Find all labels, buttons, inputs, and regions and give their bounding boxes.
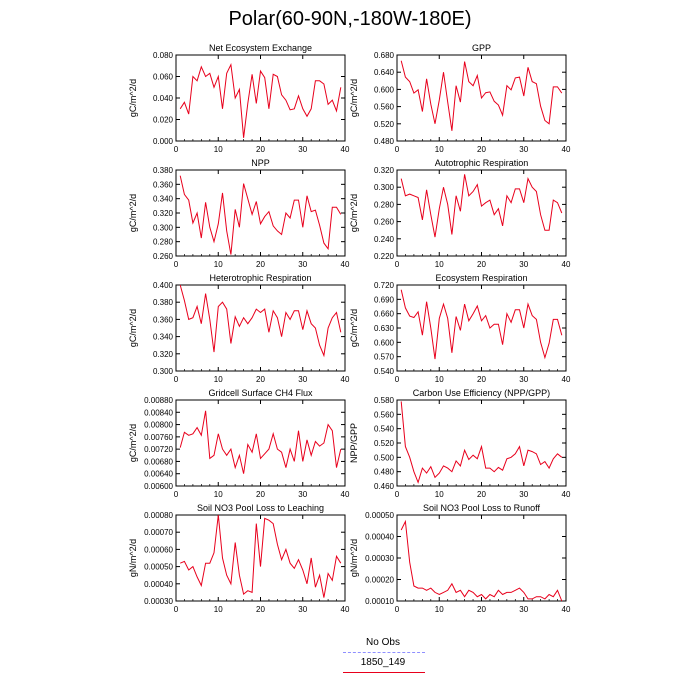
- panel-5-x-tick-label: 20: [477, 375, 486, 384]
- panel-8-y-tick-label: 0.00030: [144, 597, 173, 606]
- panel-0-y-tick-label: 0.000: [152, 137, 173, 146]
- panel-4-y-axis-label: gC/m^2/d: [128, 308, 138, 348]
- panel-3-x-tick-label: 0: [394, 260, 400, 269]
- panel-1-x-tick-label: 0: [394, 145, 400, 154]
- panel-9-x-tick-label: 40: [561, 605, 571, 614]
- panel-0-x-tick-label: 10: [213, 145, 223, 154]
- panel-1-y-tick-label: 0.560: [373, 102, 394, 112]
- panel-3-y-tick-label: 0.300: [373, 183, 394, 193]
- panel-3-y-axis-label: gC/m^2/d: [349, 193, 359, 233]
- panel-2-series-line-1850-149: [180, 176, 341, 255]
- panel-7-x-tick-label: 40: [561, 490, 571, 499]
- panel-3-y-tick-label: 0.320: [373, 166, 394, 175]
- panel-3-title: Autotrophic Respiration: [434, 158, 529, 168]
- panel-4-plot-frame: [176, 285, 345, 371]
- panel-1-y-tick-label: 0.640: [373, 68, 394, 78]
- panel-7-plot-frame: [397, 400, 566, 486]
- panel-7-x-tick-label: 20: [477, 490, 486, 499]
- panel-0-x-tick-label: 40: [340, 145, 350, 154]
- panel-0-x-tick-label: 30: [298, 145, 308, 154]
- panel-9-x-tick-label: 0: [394, 605, 400, 614]
- panel-4-y-tick-label: 0.300: [152, 367, 173, 376]
- panel-9-y-tick-label: 0.00020: [365, 575, 394, 585]
- panel-1-series-line-1850-149: [401, 61, 562, 131]
- panel-8-y-axis-label: gN/m^2/d: [128, 538, 138, 578]
- panel-4-x-tick-label: 30: [298, 375, 308, 384]
- panel-2-title: NPP: [251, 158, 270, 168]
- panel-8-y-tick-label: 0.00080: [144, 511, 173, 520]
- panel-7-y-tick-label: 0.480: [373, 467, 394, 477]
- panel-6-y-tick-label: 0.00680: [144, 457, 173, 467]
- panel-0-x-tick-label: 0: [173, 145, 179, 154]
- panel-6-y-tick-label: 0.00840: [144, 408, 173, 418]
- panel-3-y-tick-label: 0.260: [373, 217, 394, 227]
- panel-2-y-tick-label: 0.380: [152, 166, 173, 175]
- panel-2-y-tick-label: 0.340: [152, 194, 173, 204]
- legend-label-no-obs: No Obs: [366, 637, 400, 648]
- panel-9-y-tick-label: 0.00050: [365, 511, 394, 520]
- panel-1-x-tick-label: 40: [561, 145, 571, 154]
- panel-6-y-tick-label: 0.00760: [144, 432, 173, 442]
- panel-7-y-tick-label: 0.460: [373, 482, 394, 491]
- panel-8-y-tick-label: 0.00060: [144, 545, 173, 555]
- panel-3-y-tick-label: 0.240: [373, 234, 394, 244]
- panel-1-y-tick-label: 0.680: [373, 51, 394, 60]
- panel-2-y-tick-label: 0.320: [152, 209, 173, 218]
- panel-4-y-tick-label: 0.320: [152, 349, 173, 359]
- panel-5-x-tick-label: 30: [519, 375, 529, 384]
- panel-0-y-tick-label: 0.040: [152, 94, 173, 103]
- panel-6-y-tick-label: 0.00720: [144, 445, 173, 455]
- panel-5-y-tick-label: 0.570: [373, 352, 394, 362]
- panel-9-series-line-1850-149: [401, 522, 562, 602]
- figure-title: Polar(60-90N,-180W-180E): [228, 8, 472, 30]
- panel-2-y-tick-label: 0.260: [152, 252, 173, 261]
- panel-7-y-tick-label: 0.560: [373, 410, 394, 420]
- panel-8-x-tick-label: 30: [298, 605, 308, 614]
- panel-5-y-tick-label: 0.690: [373, 295, 394, 305]
- panel-3-y-tick-label: 0.220: [373, 252, 394, 261]
- panel-0-series-line-1850-149: [180, 65, 341, 138]
- panel-8-x-tick-label: 0: [173, 605, 179, 614]
- panel-5-y-tick-label: 0.630: [373, 324, 394, 333]
- panel-8-y-tick-label: 0.00040: [144, 579, 173, 589]
- panel-0-y-tick-label: 0.060: [152, 72, 173, 82]
- panel-4-x-tick-label: 40: [340, 375, 350, 384]
- panel-5-x-tick-label: 40: [561, 375, 571, 384]
- panel-5-y-tick-label: 0.720: [373, 281, 394, 290]
- panel-9-y-axis-label: gN/m^2/d: [349, 538, 359, 578]
- panel-2-x-tick-label: 20: [256, 260, 265, 269]
- panel-7-y-tick-label: 0.500: [373, 453, 394, 463]
- panel-2-y-tick-label: 0.280: [152, 237, 173, 247]
- panel-5-plot-frame: [397, 285, 566, 371]
- panel-5-y-tick-label: 0.600: [373, 338, 394, 348]
- panel-6-y-axis-label: gC/m^2/d: [128, 423, 138, 463]
- panel-6-plot-frame: [176, 400, 345, 486]
- panel-3-x-tick-label: 10: [434, 260, 444, 269]
- panel-2-y-axis-label: gC/m^2/d: [128, 193, 138, 233]
- panel-2-y-tick-label: 0.300: [152, 223, 173, 233]
- panel-8-y-tick-label: 0.00070: [144, 528, 173, 538]
- panel-2-x-tick-label: 30: [298, 260, 308, 269]
- panel-4-y-tick-label: 0.380: [152, 298, 173, 308]
- panel-5-x-tick-label: 10: [434, 375, 444, 384]
- panel-3-x-tick-label: 20: [477, 260, 486, 269]
- panel-7-y-axis-label: NPP/GPP: [349, 422, 359, 464]
- panel-8-y-tick-label: 0.00050: [144, 562, 173, 572]
- panel-2-x-tick-label: 0: [173, 260, 179, 269]
- panel-7-title: Carbon Use Efficiency (NPP/GPP): [412, 388, 551, 398]
- panel-7-y-tick-label: 0.540: [373, 424, 394, 434]
- panel-1-y-axis-label: gC/m^2/d: [349, 78, 359, 118]
- panel-6-y-tick-label: 0.00880: [144, 396, 173, 405]
- panel-6-series-line-1850-149: [180, 411, 341, 474]
- panel-9-y-tick-label: 0.00030: [365, 554, 394, 563]
- panel-6-y-tick-label: 0.00800: [144, 420, 173, 430]
- panel-6-x-tick-label: 0: [173, 490, 179, 499]
- panel-4-title: Heterotrophic Respiration: [209, 273, 312, 283]
- panel-6-y-tick-label: 0.00640: [144, 469, 173, 479]
- panel-3-y-tick-label: 0.280: [373, 200, 394, 210]
- panel-0-x-tick-label: 20: [256, 145, 265, 154]
- panel-0-y-tick-label: 0.020: [152, 115, 173, 125]
- panel-1-x-tick-label: 20: [477, 145, 486, 154]
- panel-1-y-tick-label: 0.520: [373, 119, 394, 129]
- panel-9-x-tick-label: 10: [434, 605, 444, 614]
- panel-1-x-tick-label: 10: [434, 145, 444, 154]
- panel-5-y-tick-label: 0.660: [373, 309, 394, 319]
- panel-4-y-tick-label: 0.340: [152, 332, 173, 342]
- panel-0-title: Net Ecosystem Exchange: [208, 43, 313, 53]
- panel-5-x-tick-label: 0: [394, 375, 400, 384]
- panel-8-x-tick-label: 40: [340, 605, 350, 614]
- panel-2-y-tick-label: 0.360: [152, 180, 173, 190]
- panel-6-x-tick-label: 30: [298, 490, 308, 499]
- panel-5-title: Ecosystem Respiration: [435, 273, 528, 283]
- panel-8-plot-frame: [176, 515, 345, 601]
- panel-9-y-tick-label: 0.00010: [365, 597, 394, 606]
- panel-8-title: Soil NO3 Pool Loss to Leaching: [196, 503, 325, 513]
- panel-7-x-tick-label: 30: [519, 490, 529, 499]
- panel-5-y-axis-label: gC/m^2/d: [349, 308, 359, 348]
- panel-6-x-tick-label: 10: [213, 490, 223, 499]
- panel-4-y-tick-label: 0.400: [152, 281, 173, 290]
- panel-0-y-tick-label: 0.080: [152, 51, 173, 60]
- panel-7-y-tick-label: 0.520: [373, 439, 394, 448]
- panel-4-series-line-1850-149: [180, 285, 341, 356]
- panel-2-x-tick-label: 10: [213, 260, 223, 269]
- panel-4-x-tick-label: 10: [213, 375, 223, 384]
- panel-7-series-line-1850-149: [401, 401, 562, 482]
- panel-6-title: Gridcell Surface CH4 Flux: [208, 388, 313, 398]
- legend-label-1850-149: 1850_149: [360, 657, 406, 668]
- panel-9-title: Soil NO3 Pool Loss to Runoff: [423, 503, 540, 513]
- panel-1-x-tick-label: 30: [519, 145, 529, 154]
- panel-9-x-tick-label: 30: [519, 605, 529, 614]
- panel-0-y-axis-label: gC/m^2/d: [128, 78, 138, 118]
- legend-line-1850-149: [343, 672, 425, 673]
- panel-2-x-tick-label: 40: [340, 260, 350, 269]
- panel-9-x-tick-label: 20: [477, 605, 486, 614]
- panel-1-y-tick-label: 0.480: [373, 137, 394, 146]
- panel-6-x-tick-label: 20: [256, 490, 265, 499]
- panel-8-x-tick-label: 10: [213, 605, 223, 614]
- panel-7-y-tick-label: 0.580: [373, 396, 394, 405]
- panel-1-title: GPP: [471, 43, 492, 53]
- panel-4-y-tick-label: 0.360: [152, 315, 173, 325]
- panel-6-x-tick-label: 40: [340, 490, 350, 499]
- panel-4-x-tick-label: 0: [173, 375, 179, 384]
- panel-7-x-tick-label: 0: [394, 490, 400, 499]
- panel-3-series-line-1850-149: [401, 174, 562, 237]
- panel-3-x-tick-label: 30: [519, 260, 529, 269]
- legend-line-no-obs: [343, 652, 425, 653]
- panel-5-series-line-1850-149: [401, 290, 562, 359]
- panel-1-y-tick-label: 0.600: [373, 85, 394, 95]
- panel-3-x-tick-label: 40: [561, 260, 571, 269]
- panel-2-plot-frame: [176, 170, 345, 256]
- panel-8-x-tick-label: 20: [256, 605, 265, 614]
- panel-4-x-tick-label: 20: [256, 375, 265, 384]
- panel-9-y-tick-label: 0.00040: [365, 532, 394, 542]
- panel-8-series-line-1850-149: [180, 515, 341, 598]
- panel-6-y-tick-label: 0.00600: [144, 482, 173, 491]
- panel-5-y-tick-label: 0.540: [373, 367, 394, 376]
- panel-7-x-tick-label: 10: [434, 490, 444, 499]
